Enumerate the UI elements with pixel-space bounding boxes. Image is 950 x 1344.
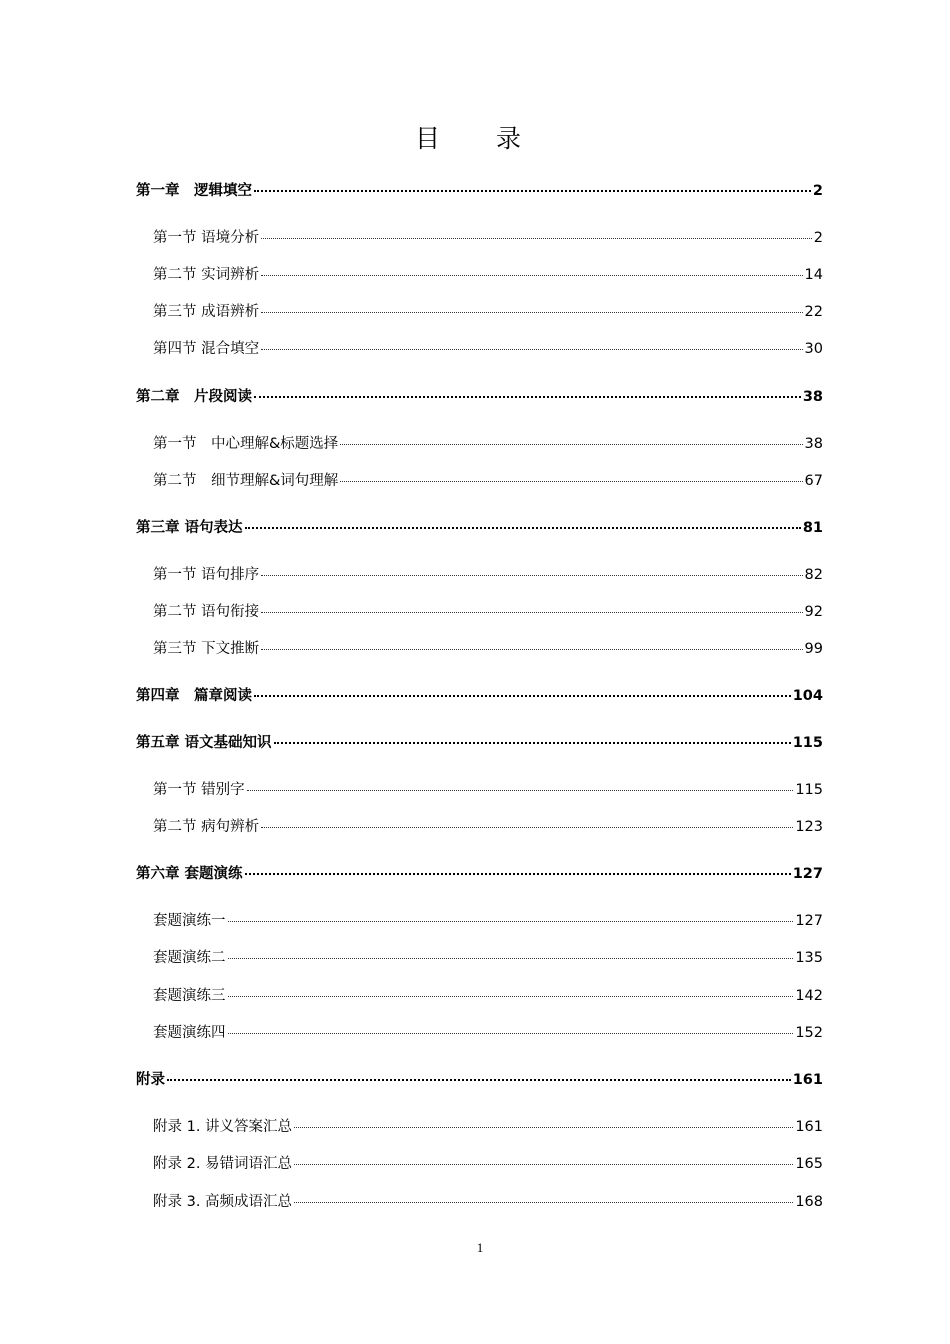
toc-section-6-3[interactable]: [153, 986, 823, 1006]
toc-chapter-4[interactable]: [136, 686, 823, 706]
dot-leader: [261, 648, 802, 650]
dot-leader: [245, 526, 801, 529]
toc-entry-page: 67: [804, 473, 823, 489]
dot-leader: [247, 789, 794, 791]
toc-entry-page: 161: [792, 1072, 823, 1088]
dot-leader: [228, 920, 794, 922]
toc-entry-label: 附录 2. 易错词语汇总: [153, 1156, 293, 1172]
dot-leader: [254, 395, 801, 398]
dot-leader: [254, 189, 811, 192]
toc-entry-page: 127: [792, 866, 823, 882]
dot-leader: [261, 574, 802, 576]
dot-leader: [261, 237, 812, 239]
toc-entry-label: 第一章 逻辑填空: [136, 183, 252, 199]
toc-entry-label: 附录: [136, 1072, 165, 1088]
toc-entry-page: 14: [804, 267, 823, 283]
toc-appendix-3[interactable]: [153, 1192, 823, 1212]
toc-entry-page: 30: [804, 341, 823, 357]
toc-entry-label: 第五章 语文基础知识: [136, 735, 272, 751]
toc-chapter-5[interactable]: [136, 733, 823, 753]
toc-entry-page: 82: [804, 567, 823, 583]
toc-section-2-2[interactable]: [153, 471, 823, 491]
toc-entry-label: 第三节 成语辨析: [153, 304, 260, 320]
toc-entry-page: 123: [795, 819, 823, 835]
dot-leader: [274, 741, 791, 744]
toc-entry-page: 81: [802, 520, 823, 536]
toc-section-1-1[interactable]: [153, 228, 823, 248]
toc-section-5-2[interactable]: [153, 817, 823, 837]
toc-entry-label: 套题演练一: [153, 913, 226, 929]
toc-chapter-3[interactable]: [136, 518, 823, 538]
toc-entry-page: 161: [795, 1119, 823, 1135]
dot-leader: [245, 872, 791, 875]
toc-section-5-1[interactable]: [153, 780, 823, 800]
toc-entry-page: 2: [812, 183, 823, 199]
toc-entry-label: 第二节 语句衔接: [153, 604, 260, 620]
toc-section-1-4[interactable]: [153, 339, 823, 359]
dot-leader: [294, 1126, 793, 1128]
toc-entry-label: 第一节 语境分析: [153, 230, 260, 246]
toc-entry-page: 115: [795, 782, 823, 798]
dot-leader: [261, 274, 802, 276]
toc-entry-label: 第二节 病句辨析: [153, 819, 260, 835]
toc-entry-label: 第一节 语句排序: [153, 567, 260, 583]
toc-entry-label: 第三章 语句表达: [136, 520, 243, 536]
toc-chapter-2[interactable]: [136, 387, 823, 407]
toc-entry-label: 第六章 套题演练: [136, 866, 243, 882]
toc-appendix-1[interactable]: [153, 1117, 823, 1137]
toc-chapter-1[interactable]: [136, 181, 823, 201]
toc-entry-page: 104: [792, 688, 823, 704]
dot-leader: [261, 611, 802, 613]
toc-section-6-2[interactable]: [153, 948, 823, 968]
toc-entry-page: 38: [802, 389, 823, 405]
dot-leader: [228, 1032, 794, 1034]
toc-section-3-1[interactable]: [153, 565, 823, 585]
toc-entry-page: 22: [804, 304, 823, 320]
toc-section-6-1[interactable]: [153, 911, 823, 931]
page-number: 1: [476, 1240, 484, 1255]
page-title: 目 录: [415, 124, 545, 153]
toc-section-3-3[interactable]: [153, 639, 823, 659]
toc-entry-label: 附录 3. 高频成语汇总: [153, 1194, 293, 1210]
toc-entry-label: 第四章 篇章阅读: [136, 688, 252, 704]
toc-entry-page: 165: [795, 1156, 823, 1172]
toc-entry-label: 附录 1. 讲义答案汇总: [153, 1119, 293, 1135]
toc-entry-label: 第一节 错别字: [153, 782, 245, 798]
dot-leader: [340, 443, 802, 445]
toc-entry-page: 127: [795, 913, 823, 929]
toc-section-1-2[interactable]: [153, 265, 823, 285]
toc-entry-label: 套题演练四: [153, 1025, 226, 1041]
toc-appendix[interactable]: [136, 1070, 823, 1090]
toc-entry-page: 99: [804, 641, 823, 657]
toc-entry-page: 92: [804, 604, 823, 620]
toc-entry-page: 142: [795, 988, 823, 1004]
toc-section-1-3[interactable]: [153, 302, 823, 322]
toc-entry-label: 第一节 中心理解&标题选择: [153, 436, 339, 452]
dot-leader: [228, 957, 794, 959]
toc-section-3-2[interactable]: [153, 602, 823, 622]
toc-entry-page: 2: [813, 230, 823, 246]
toc-entry-page: 115: [792, 735, 823, 751]
toc-appendix-2[interactable]: [153, 1154, 823, 1174]
toc-entry-page: 135: [795, 950, 823, 966]
toc-entry-label: 第四节 混合填空: [153, 341, 260, 357]
toc-entry-label: 第二节 实词辨析: [153, 267, 260, 283]
dot-leader: [167, 1078, 791, 1081]
toc-entry-page: 168: [795, 1194, 823, 1210]
dot-leader: [254, 694, 791, 697]
dot-leader: [294, 1163, 793, 1165]
toc-section-6-4[interactable]: [153, 1023, 823, 1043]
toc-entry-page: 38: [804, 436, 823, 452]
toc-entry-label: 套题演练二: [153, 950, 226, 966]
dot-leader: [340, 480, 802, 482]
toc-entry-page: 152: [795, 1025, 823, 1041]
toc-section-2-1[interactable]: [153, 434, 823, 454]
toc-chapter-6[interactable]: [136, 864, 823, 884]
toc-entry-label: 第三节 下文推断: [153, 641, 260, 657]
dot-leader: [294, 1201, 793, 1203]
toc-entry-label: 第二节 细节理解&词句理解: [153, 473, 339, 489]
dot-leader: [261, 348, 802, 350]
toc-entry-label: 套题演练三: [153, 988, 226, 1004]
dot-leader: [261, 311, 802, 313]
dot-leader: [228, 995, 794, 997]
dot-leader: [261, 826, 793, 828]
toc-entry-label: 第二章 片段阅读: [136, 389, 252, 405]
